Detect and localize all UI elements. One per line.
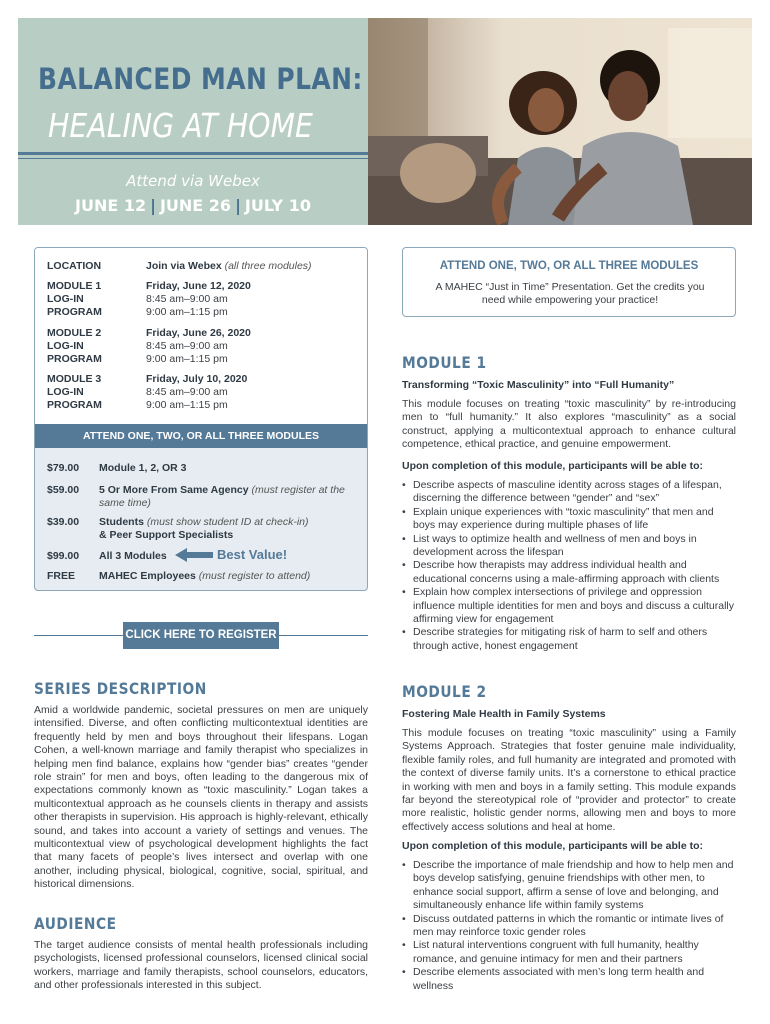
module-date	[146, 373, 366, 386]
date-separator: |	[150, 196, 156, 215]
price-desc-text: 5 Or More From Same Agency	[99, 484, 249, 496]
module-date-text: Friday, July 10, 2020	[146, 373, 248, 385]
objective-item: • Explain how complex intersections of privilege and oppression influence multiple identities for men and boys and discuss a culturally affirming view for engagement	[402, 586, 736, 626]
login-time: 8:45 am–9:00 am	[146, 293, 228, 305]
audience-heading: AUDIENCE	[34, 914, 117, 933]
best-value-label: Best Value!	[217, 547, 288, 562]
header-title-panel	[18, 18, 368, 225]
attend-via-webex: Attend via Webex	[126, 172, 260, 190]
objective-item: • Discuss outdated patterns in which the romantic or intimate lives of men may reinforce toxic gender roles	[402, 913, 736, 940]
objective-item: • Describe aspects of masculine identity across stages of a lifespan, discerning the difference between “gender” and “sex”	[402, 479, 736, 506]
title-line-2: HEALING AT HOME	[48, 106, 313, 145]
objective-item: • Describe elements associated with men’s long term health and wellness	[402, 966, 736, 993]
couple-photo	[368, 18, 752, 225]
arrow-left-icon	[175, 548, 213, 562]
module-2-text: This module focuses on treating “toxic masculinity” using a Family Systems Approach. Strategies that foster genuine male individuality, flexible family roles, and full humanity are integrated and promoted with the context of diverse family units. It’s a cornerstone to ethical practice in working with men and boys in a family setting. This module expands far beyond the stereotypical role of “provider and protector” to create more realistic, holistic gender norms, allowing men and boys to more effectively access solutions and heal at home.	[402, 727, 736, 833]
price-desc	[99, 516, 359, 542]
price-desc-text: MAHEC Employees	[99, 570, 196, 582]
module-date	[146, 327, 366, 340]
attend-modules-bar: ATTEND ONE, TWO, OR ALL THREE MODULES	[35, 424, 367, 448]
objective-item: • List ways to optimize health and wellness of men and boys in development across the lifespan	[402, 533, 736, 560]
audience-text: The target audience consists of mental health professionals including psychologists, licensed professional counselors, licensed clinical social workers, marriage and family therapists, school counselors, educators, and other professionals interested in this subject.	[34, 939, 368, 992]
title-rule	[18, 152, 368, 155]
module-label: MODULE 3	[47, 373, 102, 385]
program-time: 9:00 am–1:15 pm	[146, 306, 228, 318]
module-2-subtitle: Fostering Male Health in Family Systems	[402, 708, 606, 720]
module-label: MODULE 1	[47, 280, 102, 292]
price-amount: $99.00	[47, 550, 80, 562]
objective-item: • Describe strategies for mitigating risk of harm to self and others through active, honest engagement	[402, 626, 736, 653]
price-note: (must register at the same time)	[99, 484, 345, 509]
module-2-objectives	[402, 859, 736, 993]
price-desc	[99, 462, 359, 475]
series-description-text: Amid a worldwide pandemic, societal pressures on men are uniquely intensified. Diverse, and often conflicting multicontextual identities are frequently held by men and boys throughout their lifespans. Logan Cohen, a well-known marriage and family therapist who specializes in helping men find balance, explains how “gender bias” creates “gender role strain” for men and boys, often leading to the dangerous mix of expectations commonly known as “toxic masculinity.” Logan takes a multicontextual approach as he counsels clients in therapy and assists other therapists in supervision. His approach is highly-relevant, ethically sound, and takes into account a variety of settings and venues. The multicontextual view of psychological development highlights the fact that many facets of people’s lives intersect and overlap with one another, including physical, biological, cognitive, social, spiritual, and historical dimensions.	[34, 704, 368, 891]
program-label: PROGRAM	[47, 399, 102, 411]
date-separator: |	[235, 196, 241, 215]
program-time: 9:00 am–1:15 pm	[146, 353, 228, 365]
location-webex: Join via Webex	[146, 260, 222, 272]
title-line-1: BALANCED MAN PLAN:	[38, 62, 363, 96]
event-info-box	[34, 247, 368, 591]
location-note: (all three modules)	[224, 260, 312, 272]
location-label: LOCATION	[47, 260, 102, 272]
price-amount: $39.00	[47, 516, 80, 528]
module-2-heading: MODULE 2	[402, 682, 487, 701]
couple-photo-illustration	[368, 18, 752, 225]
module-date	[146, 280, 366, 293]
login-time: 8:45 am–9:00 am	[146, 386, 228, 398]
location-value	[146, 260, 366, 273]
date-2: JUNE 26	[159, 196, 232, 215]
program-time: 9:00 am–1:15 pm	[146, 399, 228, 411]
module-1-text: This module focuses on treating “toxic masculinity” by re-introducing men to “full humanity.” It also explores “masculinity” as a social construct, applying a multicontextual approach to enhance cultural competence, ethical practice, and genuine empowerment.	[402, 398, 736, 451]
title-rule-thin	[18, 158, 368, 159]
price-desc-text: Students	[99, 516, 144, 528]
price-amount: $79.00	[47, 462, 80, 474]
program-label: PROGRAM	[47, 353, 102, 365]
price-desc	[99, 484, 359, 510]
series-description-heading: SERIES DESCRIPTION	[34, 679, 207, 698]
module-label: MODULE 2	[47, 327, 102, 339]
price-note: (must show student ID at check-in)	[146, 516, 309, 528]
module-1-subtitle: Transforming “Toxic Masculinity” into “Full Humanity”	[402, 379, 675, 391]
register-line-left	[34, 635, 123, 636]
module-date-text: Friday, June 26, 2020	[146, 327, 251, 339]
attend-modules-text: A MAHEC “Just in Time” Presentation. Get the credits you need while empowering your practice!	[435, 281, 705, 307]
attend-modules-box	[402, 247, 736, 317]
module-1-objectives	[402, 479, 736, 653]
login-label: LOG-IN	[47, 293, 84, 305]
date-3: JULY 10	[244, 196, 311, 215]
price-desc-text: Module 1, 2, OR 3	[99, 462, 187, 474]
login-label: LOG-IN	[47, 340, 84, 352]
objective-item: • Describe the importance of male friendship and how to help men and boys develop satisfying, genuine friendships with other men, to enhance social support, affirm a sense of love and belonging, and simultaneously enhance life within family systems	[402, 859, 736, 913]
objective-item: • Describe how therapists may address individual health and educational concerns using a male-affirming approach with clients	[402, 559, 736, 586]
login-label: LOG-IN	[47, 386, 84, 398]
attend-modules-heading: ATTEND ONE, TWO, OR ALL THREE MODULES	[439, 260, 699, 272]
header-banner	[18, 18, 752, 225]
objective-item: • Explain unique experiences with “toxic masculinity” that men and boys may experience during multiple phases of life	[402, 506, 736, 533]
price-desc	[99, 570, 359, 583]
date-1: JUNE 12	[75, 196, 147, 215]
header-dates	[18, 196, 368, 215]
price-desc-text: All 3 Modules	[99, 550, 167, 562]
objective-item: • List natural interventions congruent with full humanity, healthy romance, and genuine intimacy for men and their partners	[402, 939, 736, 966]
module-1-heading: MODULE 1	[402, 353, 487, 372]
price-amount: FREE	[47, 570, 76, 582]
module-date-text: Friday, June 12, 2020	[146, 280, 251, 292]
price-amount: $59.00	[47, 484, 80, 496]
program-label: PROGRAM	[47, 306, 102, 318]
module-2-objectives-heading: Upon completion of this module, participants will be able to:	[402, 840, 704, 852]
price-desc-text-2: & Peer Support Specialists	[99, 529, 234, 541]
price-note: (must register to attend)	[198, 570, 311, 582]
login-time: 8:45 am–9:00 am	[146, 340, 228, 352]
register-line-right	[279, 635, 368, 636]
module-1-objectives-heading: Upon completion of this module, participants will be able to:	[402, 460, 704, 472]
register-button[interactable]: CLICK HERE TO REGISTER	[123, 622, 279, 649]
